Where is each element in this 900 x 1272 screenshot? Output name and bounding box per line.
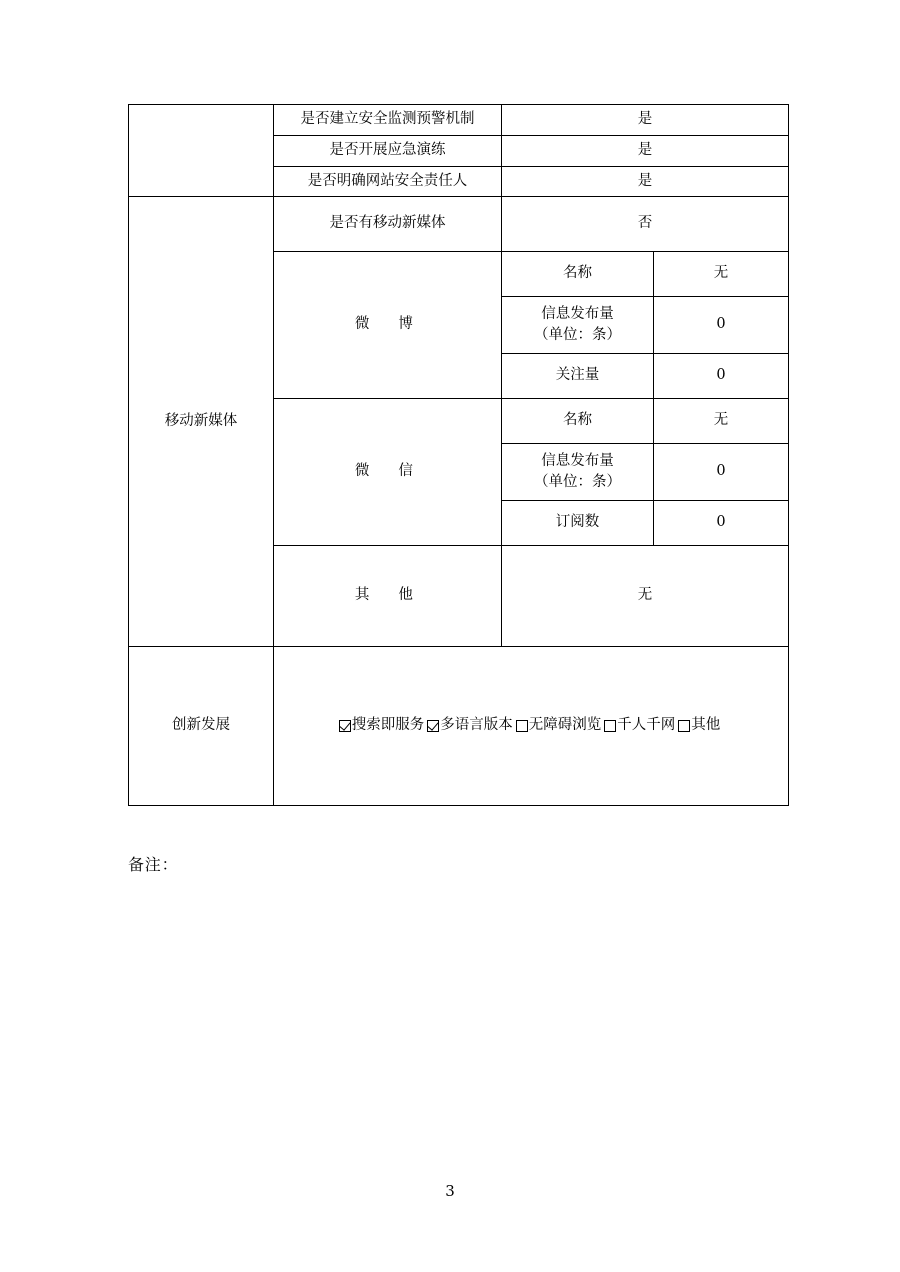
table-row: [129, 105, 789, 136]
weibo-label: 微 博: [274, 252, 502, 399]
weibo-item-name-1-line2: （单位：条）: [534, 327, 621, 344]
weibo-item-name-2: 关注量: [502, 354, 654, 399]
has-media-question: 是否有移动新媒体: [274, 197, 502, 252]
weibo-item-name-0: 名称: [502, 252, 654, 297]
other-media-value: 无: [502, 546, 789, 647]
checkbox-icon[interactable]: [678, 720, 690, 732]
innovation-option-4[interactable]: [678, 715, 723, 737]
weibo-item-value-0: 无: [654, 252, 789, 297]
security-question-2: 是否明确网站安全责任人: [274, 166, 502, 197]
weibo-item-value-1: 0: [654, 297, 789, 354]
weixin-item-value-0: 无: [654, 399, 789, 444]
innovation-option-2[interactable]: [516, 715, 605, 737]
innovation-options-cell: [274, 647, 789, 806]
media-section-label: 移动新媒体: [129, 197, 274, 647]
innovation-option-3-label: 千人千网: [617, 717, 676, 734]
checkbox-icon[interactable]: [516, 720, 528, 732]
security-answer-2: 是: [502, 166, 789, 197]
checkbox-icon[interactable]: [604, 720, 616, 732]
weixin-label: 微 信: [274, 399, 502, 546]
security-question-0: 是否建立安全监测预警机制: [274, 105, 502, 136]
security-section-label-cell: [129, 105, 274, 197]
weibo-item-value-2: 0: [654, 354, 789, 399]
other-media-label: 其 他: [274, 546, 502, 647]
innovation-option-2-label: 无障碍浏览: [528, 717, 602, 734]
innovation-option-1-label: 多语言版本: [440, 717, 513, 734]
weibo-item-name-1: [502, 297, 654, 354]
weixin-item-name-1-line2: （单位：条）: [534, 474, 621, 491]
innovation-option-4-label: 其他: [691, 717, 721, 734]
report-table: [128, 104, 789, 806]
security-answer-1: 是: [502, 135, 789, 166]
innovation-option-0-label: 搜索即服务: [351, 717, 425, 734]
innovation-option-3[interactable]: [604, 715, 678, 737]
security-question-1: 是否开展应急演练: [274, 135, 502, 166]
innovation-option-1[interactable]: [427, 715, 516, 737]
security-answer-0: 是: [502, 105, 789, 136]
weixin-item-name-0: 名称: [502, 399, 654, 444]
weixin-item-name-1: [502, 444, 654, 501]
weixin-item-value-2: 0: [654, 501, 789, 546]
weixin-item-name-1-line1: 信息发布量: [541, 452, 614, 469]
innovation-label: 创新发展: [129, 647, 274, 806]
innovation-checkbox-group: [280, 715, 782, 737]
weixin-item-value-1: 0: [654, 444, 789, 501]
weibo-item-name-1-line1: 信息发布量: [541, 305, 614, 322]
has-media-answer: 否: [502, 197, 789, 252]
checkbox-icon[interactable]: [427, 720, 439, 732]
weixin-item-name-2: 订阅数: [502, 501, 654, 546]
table-row: [129, 647, 789, 806]
innovation-option-0[interactable]: [339, 715, 428, 737]
table-row: [129, 197, 789, 252]
remark-label: 备注：: [128, 855, 179, 874]
page-number: 3: [445, 1182, 455, 1200]
checkbox-icon[interactable]: [339, 720, 351, 732]
